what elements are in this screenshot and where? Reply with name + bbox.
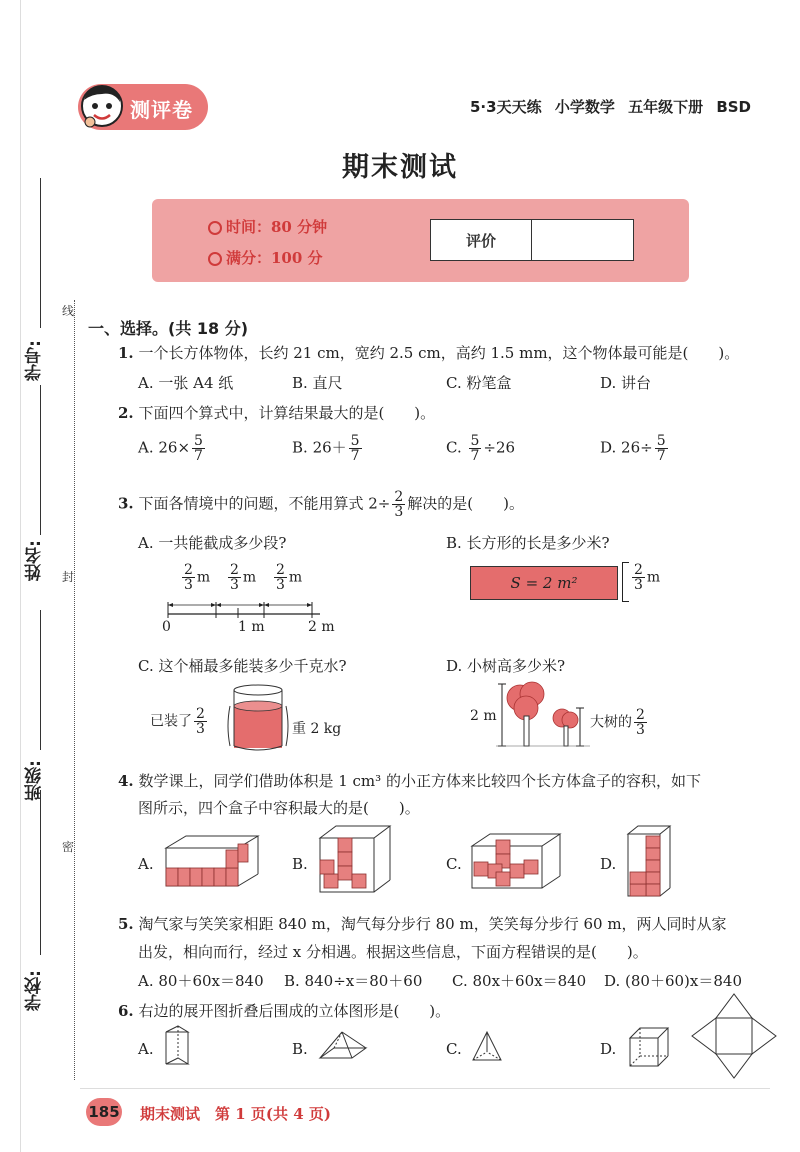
cartoon-boy-icon	[80, 82, 124, 130]
q6-option-d[interactable]: D.	[600, 1040, 617, 1058]
check-icon	[208, 252, 222, 266]
q5-option-d[interactable]: D. (80＋60)x＝840	[604, 972, 742, 990]
q2-number: 2.	[118, 404, 134, 422]
tetrahedron-icon	[470, 1030, 504, 1064]
q5-option-c[interactable]: C. 80x＋60x＝840	[452, 972, 587, 990]
trees-icon	[496, 680, 594, 750]
evaluation-box	[430, 219, 634, 261]
q3a-segment-label-3: $\frac{2}{3}$ m	[276, 562, 303, 593]
class-line[interactable]	[40, 610, 41, 750]
evaluation-label: 评价	[431, 220, 532, 260]
q2-c-expr: ÷26	[483, 438, 516, 457]
q3a-tick-1: 1 m	[238, 619, 265, 635]
footer-label: 期末测试 第 1 页(共 4 页)	[140, 1105, 331, 1123]
triangular-prism-icon	[162, 1024, 202, 1068]
q3-fraction: $\frac{2}{3}$	[394, 489, 404, 520]
q4-number: 4.	[118, 772, 134, 790]
q6-option-b[interactable]: B.	[292, 1040, 308, 1058]
q2-text	[118, 402, 435, 423]
q4-stem-1: 数学课上，同学们借助体积是 1 cm³ 的小正方体来比较四个长方体盒子的容积，如下	[138, 772, 701, 790]
q1-stem: 一个长方体物体，长约 21 cm，宽约 2.5 cm，高约 1.5 mm，这个物体最可能是( )。	[138, 344, 740, 362]
time-info	[208, 216, 327, 237]
grade-name: 五年级下册	[628, 98, 704, 116]
q5-text-2: 出发，相向而行，经过 x 分相遇。根据这些信息，下面方程错误的是( )。	[138, 943, 648, 961]
class-label: 班级:	[25, 760, 45, 801]
q2-c-fraction: $\frac{5}{7}$	[470, 433, 480, 464]
binding-line-label: 线	[62, 304, 75, 318]
page-title: 期末测试	[342, 152, 458, 183]
q2-b-label: B.	[292, 438, 308, 457]
q1-option-c[interactable]: C. 粉笔盒	[446, 374, 512, 392]
q2-d-expr: 26÷	[621, 438, 653, 457]
q4-text-2: 图所示，四个盒子中容积最大的是( )。	[138, 799, 420, 817]
school-line[interactable]	[40, 790, 41, 955]
q4-option-c[interactable]: C.	[446, 855, 462, 873]
q2-b-fraction: $\frac{5}{7}$	[350, 433, 360, 464]
school-label: 学校:	[25, 970, 45, 1011]
q5-text	[118, 913, 727, 934]
subject-name: 小学数学	[554, 98, 615, 116]
q5-stem-1: 淘气家与笑笑家相距 840 m，淘气每分步行 80 m，笑笑每分步行 60 m，两人同时从家	[138, 915, 727, 933]
q4d-box-icon	[622, 822, 678, 898]
book-header	[470, 96, 751, 117]
q2-a-fraction: $\frac{5}{7}$	[194, 433, 203, 464]
q3c-weight-label: 重 2 kg	[292, 721, 342, 737]
q2-a-expr: 26×	[158, 438, 191, 457]
binding-seal-label: 封	[62, 570, 75, 584]
square-pyramid-icon	[316, 1030, 372, 1064]
q3-text	[118, 490, 524, 519]
q5-option-a[interactable]: A. 80＋60x＝840	[138, 972, 264, 990]
score-info	[208, 247, 323, 268]
binding-dotted-line	[74, 300, 75, 1080]
q3-option-b[interactable]: B. 长方形的长是多少米?	[446, 534, 610, 552]
clock-icon	[208, 221, 222, 235]
q3d-height-label: 2 m	[470, 708, 497, 724]
q1-option-a[interactable]: A. 一张 A4 纸	[138, 374, 234, 392]
q2-a-label: A.	[138, 438, 154, 457]
time-text: 时间：80 分钟	[226, 218, 328, 236]
q6-text	[118, 1000, 450, 1021]
q3a-tick-2: 2 m	[308, 619, 335, 635]
student-id-line[interactable]	[40, 178, 41, 328]
q5-number: 5.	[118, 915, 134, 933]
q4c-box-icon	[466, 824, 566, 892]
q3a-segment-label-1: $\frac{2}{3}$ m	[184, 562, 211, 593]
q6-option-a[interactable]: A.	[138, 1040, 154, 1058]
q1-option-b[interactable]: B. 直尺	[292, 374, 343, 392]
q6-option-c[interactable]: C.	[446, 1040, 462, 1058]
footer-divider	[80, 1088, 770, 1089]
q3a-segment-label-2: $\frac{2}{3}$ m	[230, 562, 257, 593]
student-id-label: 学号:	[25, 340, 45, 381]
q2-d-label: D.	[600, 438, 617, 457]
q1-number: 1.	[118, 344, 134, 362]
q4b-box-icon	[314, 818, 394, 896]
q1-text	[118, 342, 739, 363]
name-line[interactable]	[40, 385, 41, 535]
q2-option-c[interactable]	[446, 434, 515, 463]
page-number: 185	[86, 1098, 122, 1126]
q3-stem-pre: 下面各情境中的问题，不能用算式 2÷	[138, 494, 391, 513]
q2-stem: 下面四个算式中，计算结果最大的是( )。	[138, 404, 436, 422]
q3b-rectangle: S = 2 m²	[470, 566, 618, 600]
q3c-filled-label: 已装了 $\frac{2}{3}$	[150, 706, 205, 737]
q3a-tick-0: 0	[162, 619, 171, 635]
q3b-side-dimension	[622, 562, 629, 602]
q2-c-label: C.	[446, 438, 462, 457]
badge-label: 测评卷	[130, 98, 193, 122]
q6-number: 6.	[118, 1002, 134, 1020]
q2-option-b[interactable]	[292, 434, 364, 463]
series-name: 5·3天天练	[470, 98, 542, 116]
edition-name: BSD	[716, 98, 751, 116]
q2-b-expr: 26＋	[312, 438, 347, 457]
q5-option-b[interactable]: B. 840÷x＝80＋60	[284, 972, 423, 990]
q3-number: 3.	[118, 494, 134, 513]
q4-option-b[interactable]: B.	[292, 855, 308, 873]
q3b-side-label: $\frac{2}{3}$ m	[634, 562, 661, 593]
q4a-box-icon	[158, 822, 268, 892]
q2-d-fraction: $\frac{5}{7}$	[656, 433, 666, 464]
q2-option-a[interactable]	[138, 434, 207, 463]
q3-stem-post: 解决的是( )。	[407, 494, 524, 513]
q3-option-d[interactable]: D. 小树高多少米?	[446, 657, 566, 675]
q4-option-a[interactable]: A.	[138, 855, 154, 873]
score-text: 满分：100 分	[226, 249, 323, 267]
binding-secret-label: 密	[62, 840, 75, 854]
q4-text	[118, 770, 701, 791]
net-diagram-icon	[690, 992, 778, 1080]
bucket-icon	[224, 682, 294, 752]
name-label: 姓名:	[25, 540, 45, 581]
section-title: 一、选择。(共 18 分)	[88, 319, 249, 338]
q2-option-d[interactable]	[600, 434, 670, 463]
q6-stem: 右边的展开图折叠后围成的立体图形是( )。	[138, 1002, 451, 1020]
q3-option-c[interactable]: C. 这个桶最多能装多少千克水?	[138, 657, 347, 675]
q1-option-d[interactable]: D. 讲台	[600, 374, 652, 392]
q3d-ratio-label: 大树的 $\frac{2}{3}$	[590, 707, 645, 738]
q4-option-d[interactable]: D.	[600, 855, 617, 873]
cube-icon	[626, 1026, 672, 1068]
q3-option-a[interactable]: A. 一共能截成多少段?	[138, 534, 287, 552]
